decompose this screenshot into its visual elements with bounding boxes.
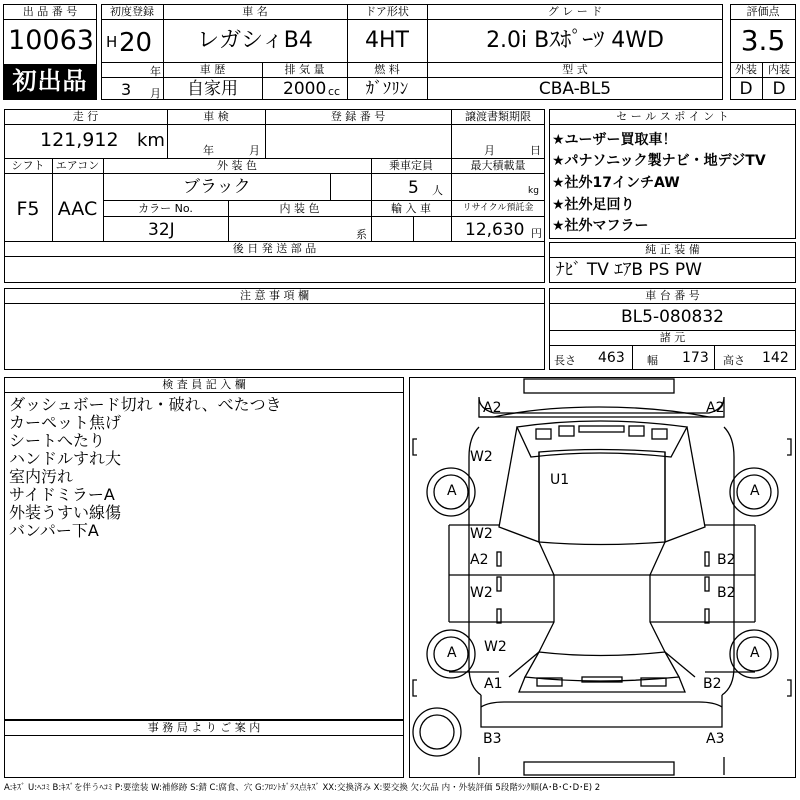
mark-a3: A3 xyxy=(706,731,725,747)
color-no-value: 32J xyxy=(148,220,175,240)
fuel-label: 燃 料 xyxy=(374,63,400,76)
mark-tire-fr: A xyxy=(750,483,760,499)
color-no-label: カラー No. xyxy=(138,202,193,215)
mark-b2-rear: B2 xyxy=(703,676,722,692)
capacity-label: 乗車定員 xyxy=(389,159,433,172)
length-value: 463 xyxy=(598,350,625,366)
transfer-month-unit: 月 xyxy=(484,144,495,157)
color-value: ブラック xyxy=(183,177,251,197)
interior-grade: D xyxy=(772,79,786,99)
mark-roof: U1 xyxy=(550,472,570,488)
displacement-value: 2000 xyxy=(283,79,327,99)
inspector-note: ハンドルすれ大 xyxy=(9,449,122,468)
inspector-note: カーペット焦げ xyxy=(9,413,122,432)
recycle-label: リサイクル預託金 xyxy=(462,203,534,213)
interior-color-label: 内 装 色 xyxy=(279,202,320,215)
mark-b3: B3 xyxy=(483,731,502,747)
model-value: CBA-BL5 xyxy=(538,79,612,99)
sales-point-item: ★社外足回り xyxy=(552,197,635,213)
history-label: 車 歴 xyxy=(199,63,226,76)
inspection-month-unit: 月 xyxy=(249,144,260,157)
load-label: 最大積載量 xyxy=(470,159,526,172)
exterior-label: 外装 xyxy=(735,63,757,76)
mark-w2-door: W2 xyxy=(470,526,493,542)
fuel-value: ｶﾞｿﾘﾝ xyxy=(365,79,409,99)
color-label: 外 装 色 xyxy=(217,159,257,172)
plate-label: 登 録 番 号 xyxy=(330,110,386,123)
mark-a1-rear: A1 xyxy=(484,676,503,692)
mark-b2-front-door: B2 xyxy=(717,552,736,568)
chassis-number: BL5-080832 xyxy=(621,307,724,327)
displacement-unit: cc xyxy=(328,85,341,98)
first-reg-year: 20 xyxy=(119,28,153,58)
score-value: 3.5 xyxy=(740,24,786,57)
displacement-label: 排 気 量 xyxy=(284,63,325,76)
length-label: 長さ xyxy=(554,354,576,367)
equipment-label: 純 正 装 備 xyxy=(645,243,700,256)
lot-label: 出 品 番 号 xyxy=(3,4,97,20)
ac-label: エアコン xyxy=(55,159,100,172)
month-unit: 月 xyxy=(150,87,161,100)
mark-a2-door: A2 xyxy=(470,552,489,568)
model-label: 型 式 xyxy=(562,63,588,76)
capacity-value: 5 xyxy=(408,178,419,198)
door-label: ドア形状 xyxy=(365,5,409,18)
dims-label: 諸 元 xyxy=(659,331,686,344)
mileage-unit: km xyxy=(137,130,165,151)
sales-point-item: ★社外17インチAW xyxy=(552,175,680,191)
chassis-label: 車 台 番 号 xyxy=(645,289,700,302)
score-label: 評価点 xyxy=(746,5,780,18)
transfer-label: 譲渡書類期限 xyxy=(465,110,531,123)
notes-label: 注 意 事 項 欄 xyxy=(240,289,309,302)
mark-w2-rear-door: W2 xyxy=(470,585,493,601)
damage-diagram xyxy=(409,377,796,778)
sales-point-item: ★パナソニック製ナビ・地デジTV xyxy=(552,153,766,169)
recycle-unit: 円 xyxy=(531,227,542,240)
legend-footer: A:ｷｽﾞ U:ﾍｺﾐ B:ｷｽﾞを伴うﾍｺﾐ P:要塗装 W:補修跡 S:錆 C:腐食、穴 G:ﾌﾛﾝﾄｶﾞﾗｽ点ｷｽﾞ XX:交換済み X:要交換 欠:欠品 内・外装評価 5段階ﾗﾝｸ順(A･B･C･D･E) 2 xyxy=(4,783,601,793)
mark-w2-front: W2 xyxy=(470,449,493,465)
car-name: レガシィB4 xyxy=(197,28,313,53)
mileage-label: 走 行 xyxy=(72,110,99,123)
shift-label: シフト xyxy=(11,159,45,172)
inspector-note: シートへたり xyxy=(9,431,106,450)
interior-color-unit: 系 xyxy=(356,228,367,241)
first-reg-month: 3 xyxy=(121,80,132,99)
inspector-note: 室内汚れ xyxy=(9,467,74,486)
sales-points-label: セ ー ル ス ポ イ ン ト xyxy=(616,110,729,123)
first-listing-badge: 初出品 xyxy=(4,64,96,99)
mark-front-left: A2 xyxy=(483,400,502,416)
mark-tire-rr: A xyxy=(750,645,760,661)
interior-label: 内装 xyxy=(768,63,790,76)
inspection-year-unit: 年 xyxy=(203,144,214,157)
height-value: 142 xyxy=(762,350,789,366)
recycle-value: 12,630 xyxy=(465,220,525,240)
import-label: 輸 入 車 xyxy=(391,202,431,215)
mark-tire-fl: A xyxy=(447,483,457,499)
width-label: 幅 xyxy=(647,354,658,367)
shift-value: F5 xyxy=(16,198,40,220)
inspector-label: 検 査 員 記 入 欄 xyxy=(162,378,246,391)
first-reg-label: 初度登録 xyxy=(110,5,154,18)
inspector-note: バンパー下A xyxy=(9,521,99,540)
height-label: 高さ xyxy=(723,354,745,367)
ac-value: AAC xyxy=(57,198,98,220)
office-label: 事 務 局 よ り ご 案 内 xyxy=(147,721,261,734)
capacity-unit: 人 xyxy=(432,184,443,197)
transfer-day-unit: 日 xyxy=(530,144,541,157)
later-parts-label: 後 日 発 送 部 品 xyxy=(232,242,317,255)
sales-point-item: ★ユーザー買取車！ xyxy=(552,132,677,148)
year-unit: 年 xyxy=(150,65,161,78)
mark-w2-rear: W2 xyxy=(484,639,507,655)
car-outline xyxy=(409,377,796,778)
sales-point-item: ★社外マフラー xyxy=(552,218,649,234)
lot-number: 10063 xyxy=(8,25,94,56)
width-value: 173 xyxy=(682,350,709,366)
load-unit: kg xyxy=(528,186,539,196)
exterior-grade: D xyxy=(739,79,753,99)
inspector-note: ダッシュボード切れ・破れ、べたつき xyxy=(9,395,282,414)
inspector-note: サイドミラーA xyxy=(9,485,115,504)
grade-value: 2.0i Bｽﾎﾟｰﾂ 4WD xyxy=(486,28,664,53)
grade-label: グ レ ー ド xyxy=(547,5,603,18)
mark-tire-rl: A xyxy=(447,645,457,661)
mark-front-right: A2 xyxy=(706,400,725,416)
inspector-note: 外装うすい線傷 xyxy=(9,503,122,522)
mileage-value: 121,912 xyxy=(40,129,119,151)
history-value: 自家用 xyxy=(187,79,238,99)
era-prefix: H xyxy=(106,33,118,51)
door-value: 4HT xyxy=(365,28,409,53)
inspection-label: 車 検 xyxy=(203,110,229,123)
mark-b2-rear-door: B2 xyxy=(717,585,736,601)
car-name-label: 車 名 xyxy=(242,5,268,18)
equipment-value: ﾅﾋﾞ TV ｴｱB PS PW xyxy=(556,260,702,280)
